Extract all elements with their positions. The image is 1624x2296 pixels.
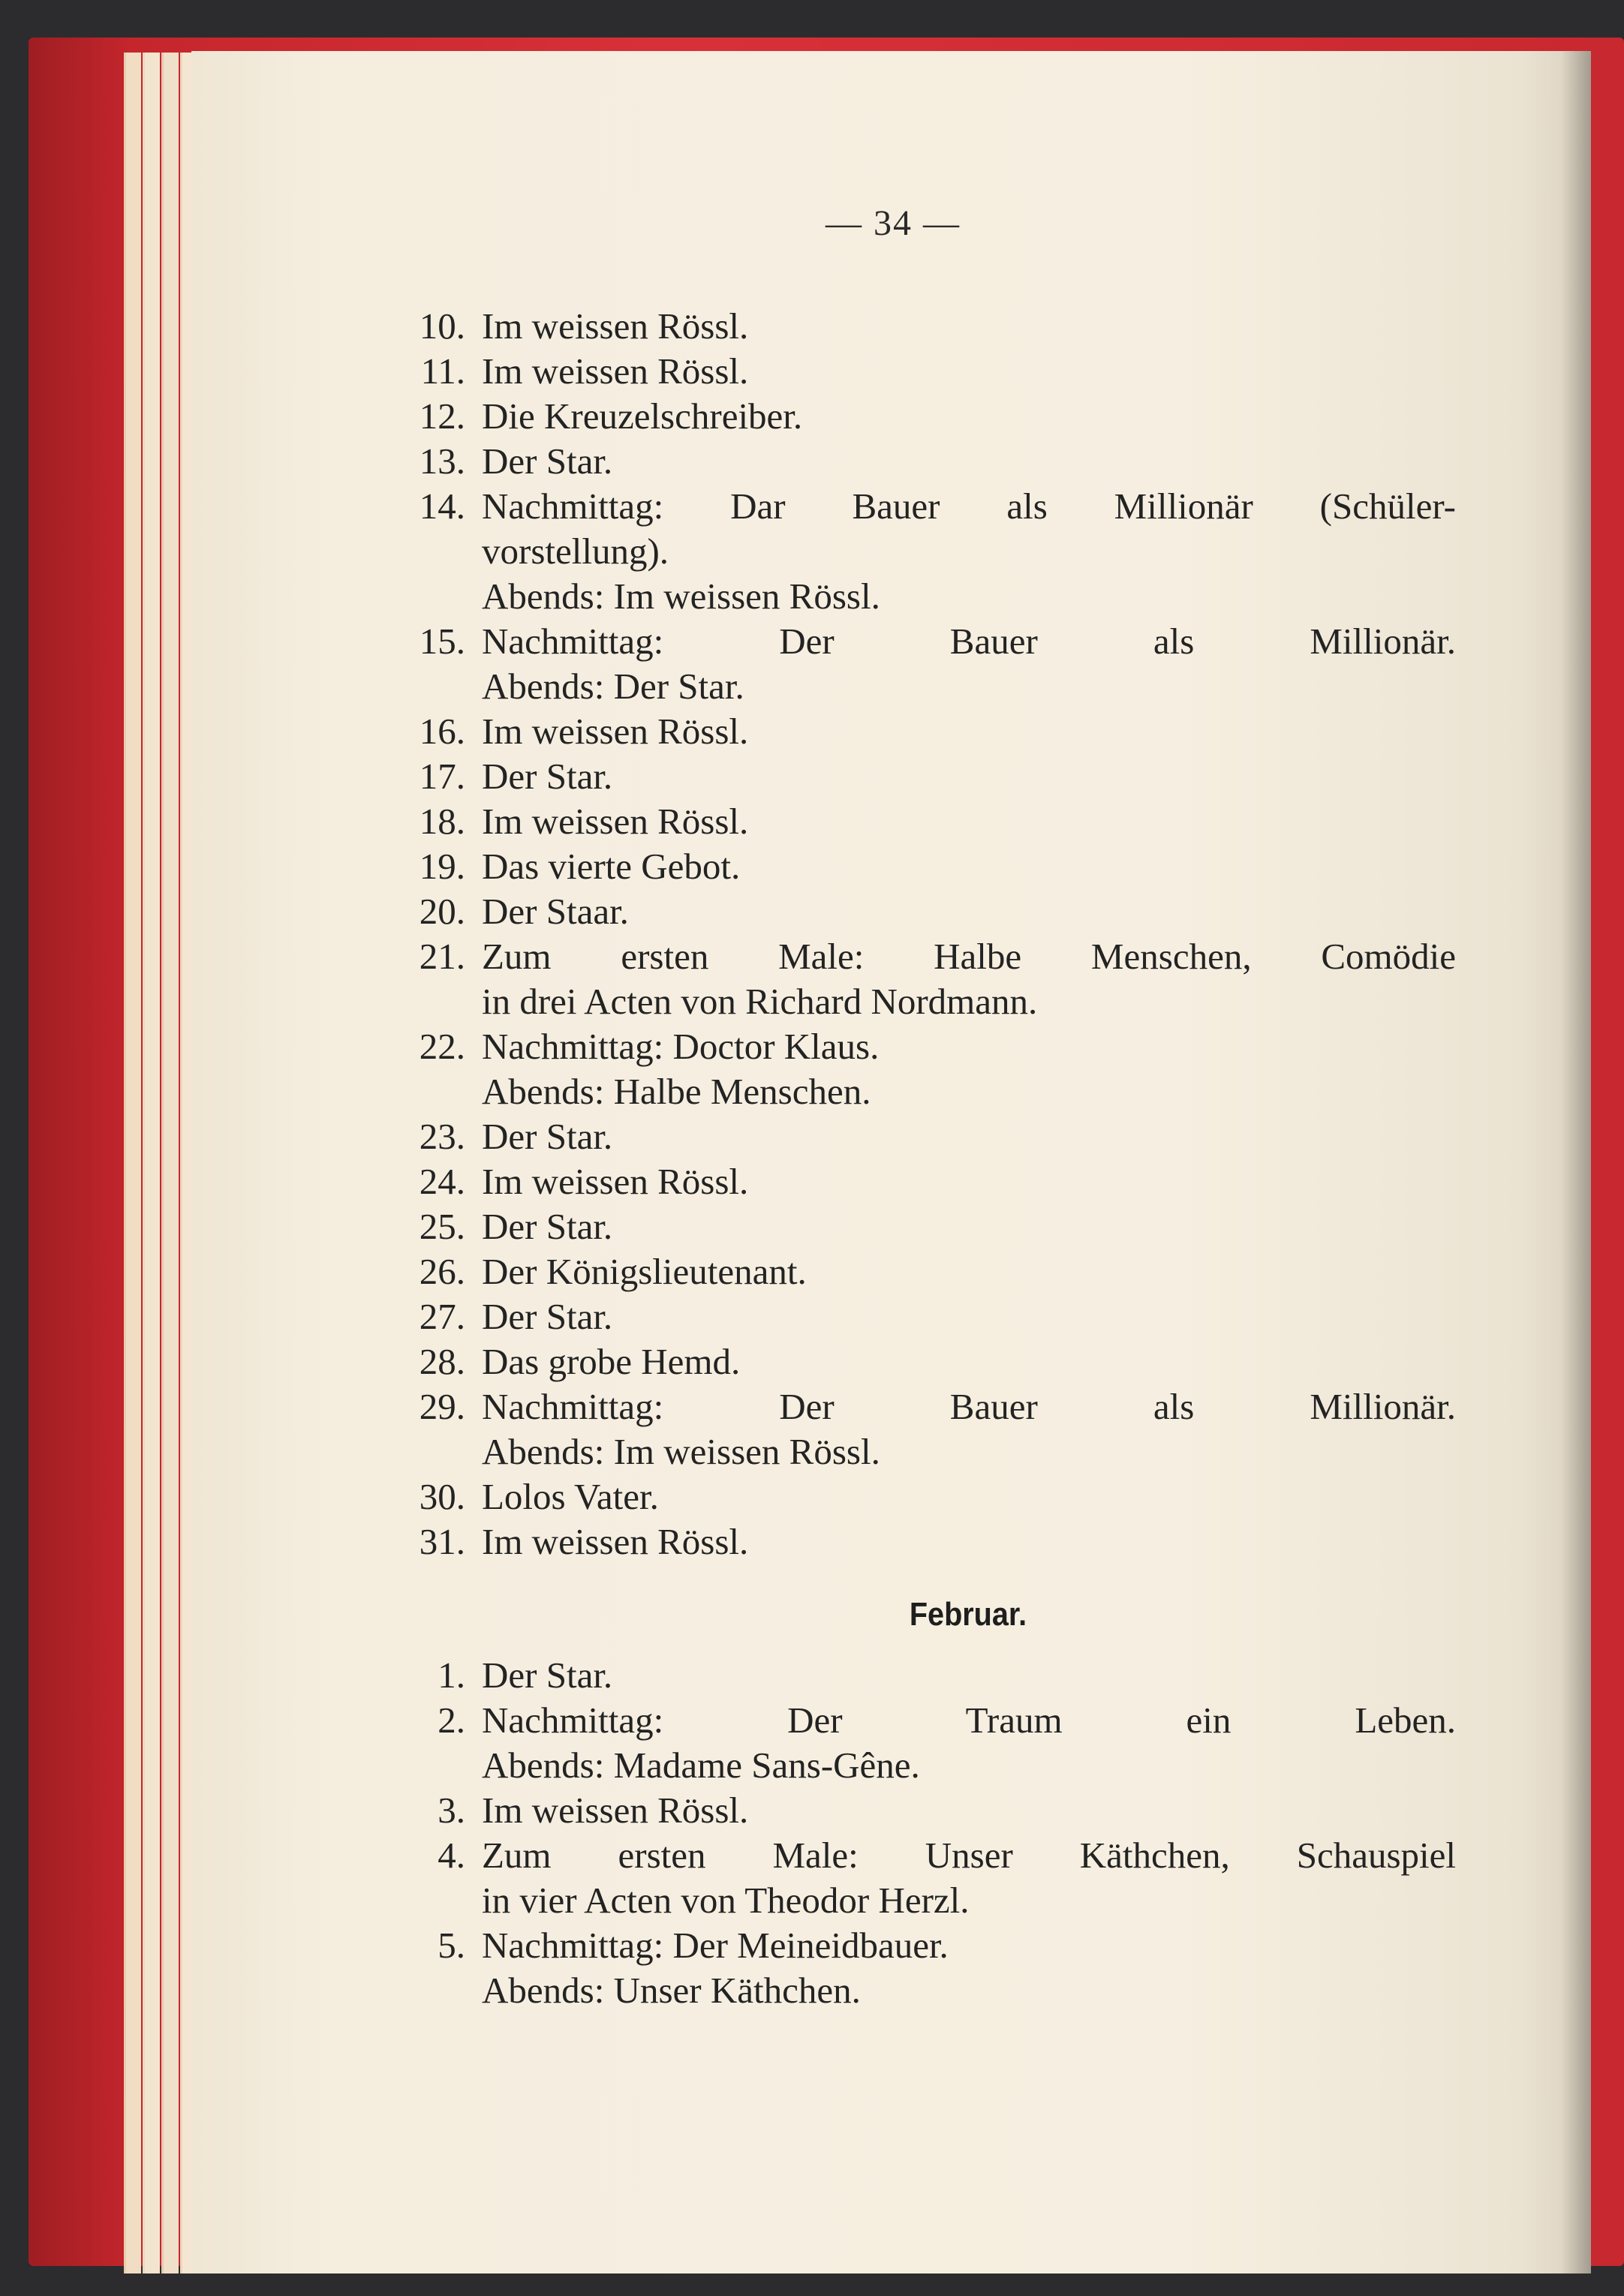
entry-text: Nachmittag: Der Bauer als Millionär. [482,1386,1456,1427]
schedule-entry-line [390,619,1456,664]
schedule-entry-line [390,1114,1456,1159]
schedule-entry-line [390,1069,1456,1114]
entry-text: Der Staar. [482,891,629,932]
schedule-entry-line [390,304,1456,349]
entry-text: Im weissen Rössl. [482,350,749,392]
entry-text: in vier Acten von Theodor Herzl. [482,1880,970,1921]
entry-text: Abends: Im weissen Rössl. [482,576,880,617]
entry-text: Der Star. [482,756,613,797]
entry-number: 3. [438,1790,465,1831]
entry-text: Abends: Der Star. [482,666,744,707]
schedule-entry-line [390,1653,1456,1698]
entry-number: 11. [420,350,465,392]
entry-text: Abends: Halbe Menschen. [482,1071,871,1112]
schedule-entry-line [390,1249,1456,1294]
entry-number [390,1968,482,2013]
schedule-entry-line [390,799,1456,844]
page-edge [143,53,160,2273]
entry-text: Die Kreuzelschreiber. [482,395,803,437]
schedule-entry-line [390,1339,1456,1384]
entry-number: 15. [419,621,465,662]
entry-number [390,574,482,619]
schedule-entry-line [390,1474,1456,1519]
entry-number: 26. [419,1251,465,1292]
entry-number [390,1878,482,1923]
entry-text: Nachmittag: Der Bauer als Millionär. [482,621,1456,662]
entry-text: Das vierte Gebot. [482,846,741,887]
entry-number: 20. [419,891,465,932]
schedule-entry-line [390,1204,1456,1249]
entry-text: Nachmittag: Der Traum ein Leben. [482,1699,1456,1741]
schedule-entry-line [390,1024,1456,1069]
entry-number: 23. [419,1116,465,1157]
schedule-entry-line [390,979,1456,1024]
page-number: — 34 — [826,203,961,243]
schedule-entry-line [390,439,1456,484]
entry-text: Nachmittag: Dar Bauer als Millionär (Schüler- [482,485,1456,527]
entry-text: Im weissen Rössl. [482,1790,749,1831]
entry-number: 24. [419,1161,465,1202]
entry-number: 18. [419,801,465,842]
entry-number: 13. [419,440,465,482]
entry-text: Abends: Unser Käthchen. [482,1970,861,2011]
entry-text: Der Königslieutenant. [482,1251,807,1292]
entry-text: in drei Acten von Richard Nordmann. [482,981,1038,1022]
entry-number: 1. [438,1654,465,1696]
entry-number: 12. [419,395,465,437]
entry-number: 28. [419,1341,465,1382]
schedule-entry-line [390,394,1456,439]
entry-number: 27. [419,1296,465,1337]
schedule-entry-line [390,1384,1456,1429]
entry-text: Abends: Im weissen Rössl. [482,1431,880,1472]
entry-text: Der Star. [482,1206,613,1247]
entry-number: 21. [419,936,465,977]
entry-number: 17. [419,756,465,797]
entry-number: 30. [419,1476,465,1517]
entry-text: Das grobe Hemd. [482,1341,741,1382]
page-gutter [1561,51,1591,2273]
entry-text: Im weissen Rössl. [482,801,749,842]
entry-text: Abends: Madame Sans-Gêne. [482,1745,920,1786]
schedule-entry-line [390,349,1456,394]
entry-text: Der Star. [482,440,613,482]
entry-number: 4. [438,1835,465,1876]
february-entries [390,1653,1456,2013]
entry-text: Zum ersten Male: Unser Käthchen, Schauspiel [482,1835,1456,1876]
schedule-entry-line [390,889,1456,934]
entry-number [390,1429,482,1474]
entry-number: 22. [419,1026,465,1067]
entry-number: 14. [419,485,465,527]
schedule-list [390,304,1456,2013]
entry-text: Der Star. [482,1654,613,1696]
entry-text: Im weissen Rössl. [482,1161,749,1202]
entry-text: Nachmittag: Doctor Klaus. [482,1026,880,1067]
entry-number [390,1069,482,1114]
schedule-entry-line [390,1878,1456,1923]
page-edge [161,53,179,2273]
schedule-entry-line [390,1159,1456,1204]
entry-number: 25. [419,1206,465,1247]
schedule-entry-line [390,1743,1456,1788]
schedule-entry-line [390,664,1456,709]
cover-shadow [29,38,134,2266]
schedule-entry-line [390,1923,1456,1968]
entry-number [390,664,482,709]
schedule-entry-line [390,1833,1456,1878]
page-edge [124,53,141,2273]
january-entries [390,304,1456,1564]
entry-text: Im weissen Rössl. [482,711,749,752]
entry-number: 29. [419,1386,465,1427]
schedule-entry-line [390,1294,1456,1339]
entry-number [390,1743,482,1788]
entry-number: 16. [419,711,465,752]
schedule-entry-line [390,484,1456,529]
entry-text: Im weissen Rössl. [482,1521,749,1562]
entry-text: Nachmittag: Der Meineidbauer. [482,1925,949,1966]
entry-number [390,529,482,574]
entry-text: Lolos Vater. [482,1476,659,1517]
entry-number [390,979,482,1024]
schedule-entry-line [390,529,1456,574]
section-heading: Februar. [909,1596,1027,1633]
entry-text: Der Star. [482,1296,613,1337]
schedule-entry-line [390,574,1456,619]
entry-number: 19. [419,846,465,887]
schedule-entry-line [390,844,1456,889]
entry-text: Der Star. [482,1116,613,1157]
schedule-entry-line [390,709,1456,754]
entry-text: Zum ersten Male: Halbe Menschen, Comödie [482,936,1456,977]
schedule-entry-line [390,1968,1456,2013]
schedule-entry-line [390,1519,1456,1564]
schedule-entry-line [390,1788,1456,1833]
entry-text: vorstellung). [482,530,669,572]
schedule-entry-line [390,754,1456,799]
schedule-entry-line [390,1429,1456,1474]
entry-number: 2. [438,1699,465,1741]
entry-number: 31. [419,1521,465,1562]
entry-text: Im weissen Rössl. [482,305,749,347]
schedule-entry-line [390,934,1456,979]
entry-number: 10. [419,305,465,347]
schedule-entry-line [390,1698,1456,1743]
entry-number: 5. [438,1925,465,1966]
